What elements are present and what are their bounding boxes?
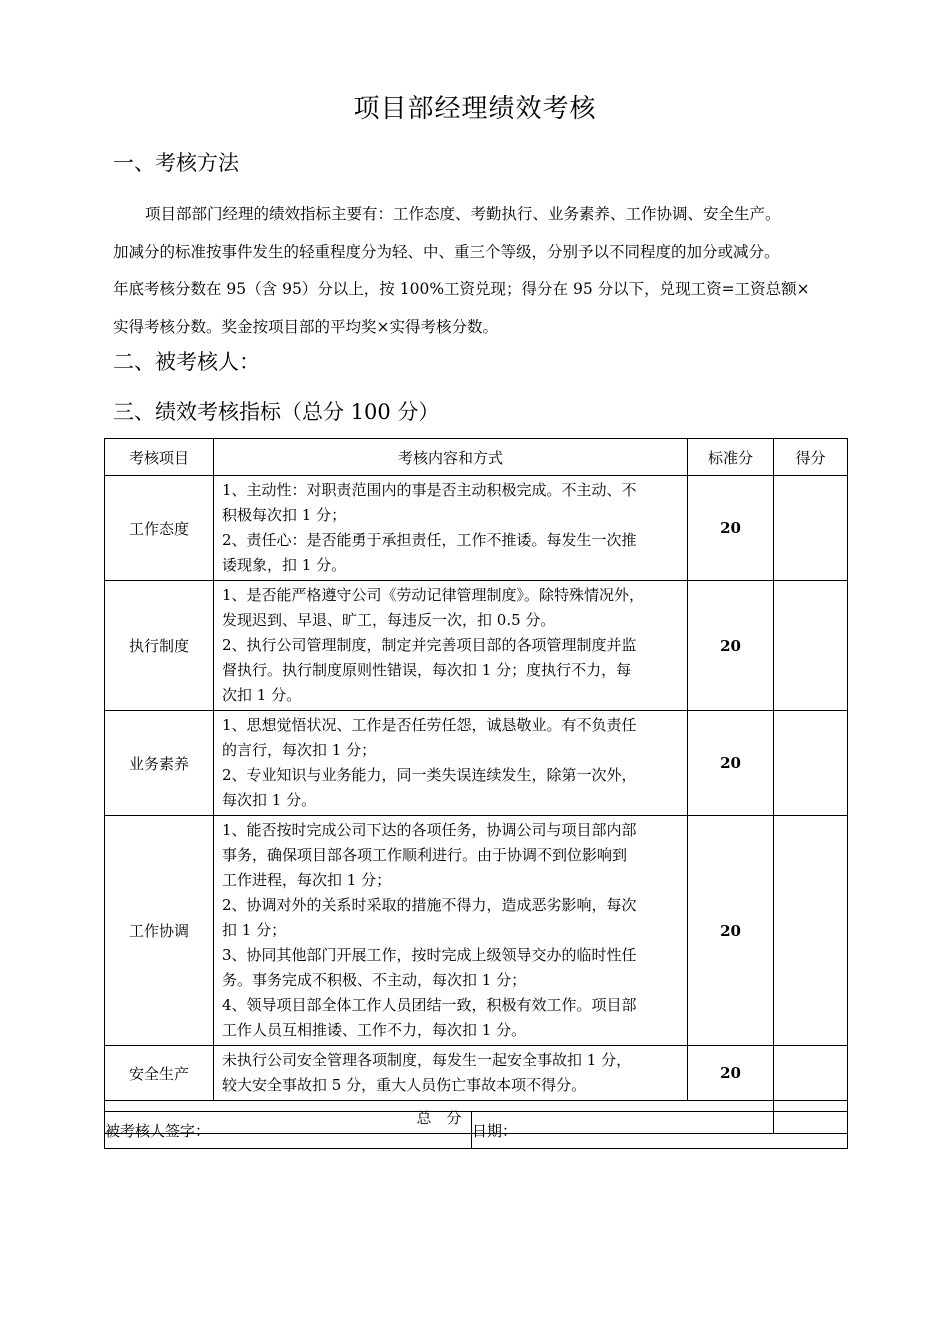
paragraph-line: 项目部部门经理的绩效指标主要有：工作态度、考勤执行、业务素养、工作协调、安全生产。 — [145, 205, 781, 223]
header-item: 考核项目 — [105, 439, 214, 476]
row-item: 安全生产 — [105, 1046, 214, 1101]
table-row — [105, 816, 848, 1046]
header-content: 考核内容和方式 — [214, 439, 688, 476]
header-score: 得分 — [774, 439, 848, 476]
row-standard-score: 20 — [688, 711, 774, 816]
row-content: 1、能否按时完成公司下达的各项任务，协调公司与项目部内部 事务，确保项目部各项工作顺利进行。由于协调不到位影响到 工作进程，每次扣 1 分； 2、协调对外的关系时采取的措施不得力，造成恶劣影响，每次 扣 1 分； 3、协同其他部门开展工作，按时完成上级领导交办的临时性任 务。事务完成不积极、不主动，每次扣 1 分； 4、领导项目部全体工作人员团结一致，积极有效工作。项目部 工作人员互相推诿、工作不力，每次扣 1 分。 — [214, 816, 688, 1046]
paragraph-line: 加减分的标准按事件发生的轻重程度分为轻、中、重三个等级，分别予以不同程度的加分或减分。 — [113, 242, 780, 261]
row-standard-score: 20 — [688, 1046, 774, 1101]
signature-field[interactable]: 被考核人签字： — [105, 1112, 472, 1149]
section-heading-method: 一、考核方法 — [113, 151, 239, 175]
row-standard-score: 20 — [688, 476, 774, 581]
appraisal-table — [104, 438, 848, 1134]
paragraph-line: 年底考核分数在 95（含 95）分以上，按 100%工资兑现；得分在 95 分以下，兑现工资=工资总额× — [113, 280, 810, 298]
row-content: 1、思想觉悟状况、工作是否任劳任怨，诚恳敬业。有不负责任 的言行，每次扣 1 分； 2、专业知识与业务能力，同一类失误连续发生，除第一次外， 每次扣 1 分。 — [214, 711, 688, 816]
table-row — [105, 476, 848, 581]
method-paragraph — [113, 196, 839, 346]
row-score-cell[interactable] — [774, 711, 848, 816]
row-item: 工作态度 — [105, 476, 214, 581]
row-score-cell[interactable] — [774, 1046, 848, 1101]
row-score-cell[interactable] — [774, 476, 848, 581]
date-field[interactable]: 日期： — [472, 1112, 848, 1149]
header-standard: 标准分 — [688, 439, 774, 476]
row-standard-score: 20 — [688, 816, 774, 1046]
row-score-cell[interactable] — [774, 816, 848, 1046]
row-content: 1、是否能严格遵守公司《劳动记律管理制度》。除特殊情况外， 发现迟到、早退、旷工，每违反一次，扣 0.5 分。 2、执行公司管理制度，制定并完善项目部的各项管理制度并监 督执行。执行制度原则性错误，每次扣 1 分；度执行不力，每 次扣 1 分。 — [214, 581, 688, 711]
row-standard-score: 20 — [688, 581, 774, 711]
signature-table — [104, 1111, 848, 1149]
section-heading-appraisee: 二、被考核人： — [113, 350, 260, 374]
signature-row — [105, 1112, 848, 1149]
section-heading-indicators: 三、绩效考核指标（总分 100 分） — [113, 400, 440, 424]
row-item: 执行制度 — [105, 581, 214, 711]
page-title: 项目部经理绩效考核 — [353, 94, 597, 124]
table-row — [105, 581, 848, 711]
row-content: 未执行公司安全管理各项制度，每发生一起安全事故扣 1 分， 较大安全事故扣 5 分，重大人员伤亡事故本项不得分。 — [214, 1046, 688, 1101]
row-item: 工作协调 — [105, 816, 214, 1046]
row-item: 业务素养 — [105, 711, 214, 816]
table-header-row — [105, 439, 848, 476]
row-content: 1、主动性：对职责范围内的事是否主动积极完成。不主动、不 积极每次扣 1 分； 2、责任心：是否能勇于承担责任，工作不推诿。每发生一次推 诿现象，扣 1 分。 — [214, 476, 688, 581]
total-label: 总 分 — [105, 1101, 774, 1134]
table-row — [105, 1046, 848, 1101]
paragraph-line: 实得考核分数。奖金按项目部的平均奖×实得考核分数。 — [113, 317, 498, 336]
row-score-cell[interactable] — [774, 581, 848, 711]
table-row — [105, 711, 848, 816]
